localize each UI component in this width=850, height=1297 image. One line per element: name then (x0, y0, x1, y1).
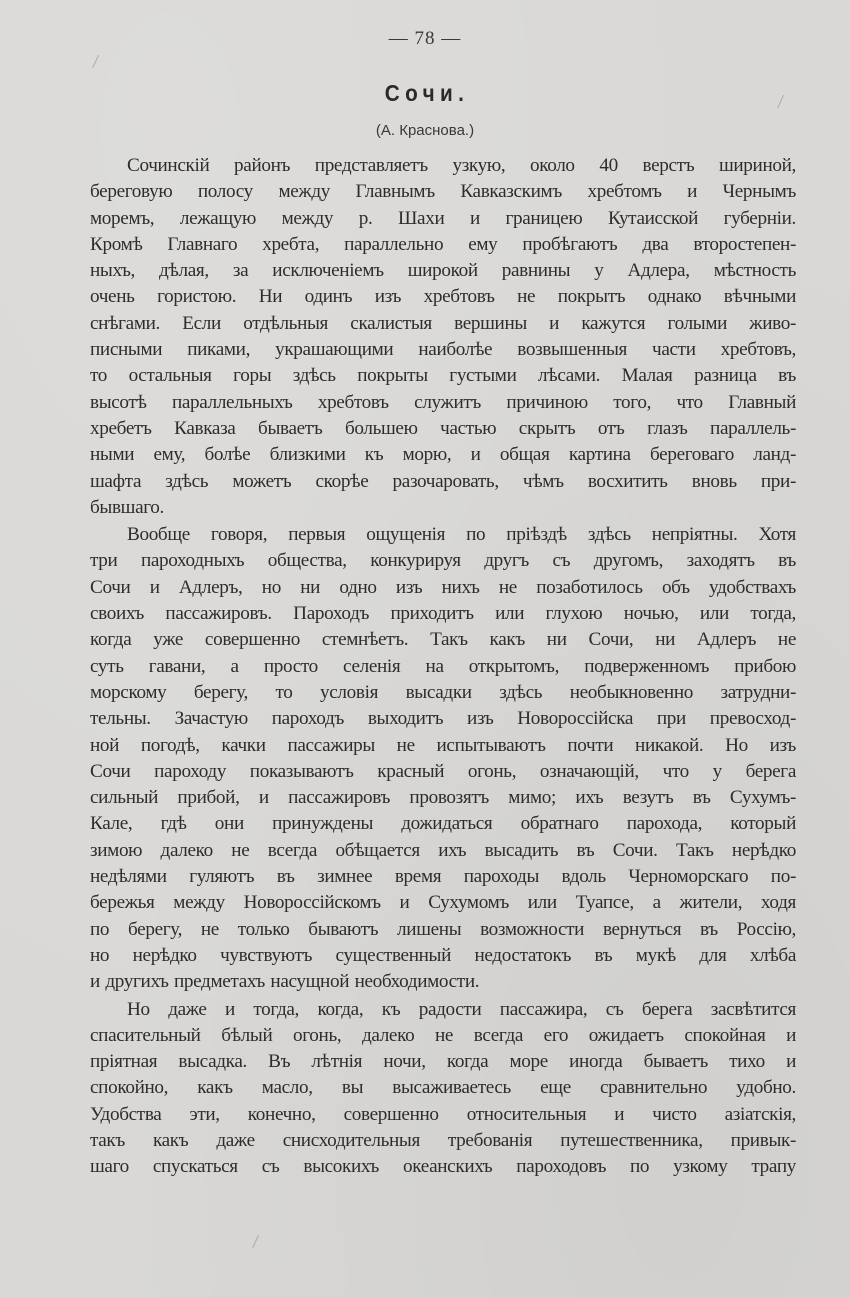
text-line: когда уже совершенно стемнѣетъ. Такъ какъ ни Сочи, ни Адлеръ не (90, 629, 796, 651)
text-line: спасительный бѣлый огонь, далеко не всегда его ожидаетъ спокойная и (90, 1024, 796, 1046)
text-line: снѣгами. Если отдѣльныя скалистыя вершины и кажутся голыми живо- (90, 312, 796, 334)
paragraph (90, 522, 796, 995)
text-line: писными пиками, украшающими наиболѣе возвышенныя части хребтовъ, (90, 339, 796, 361)
text-line: Вообще говоря, первыя ощущенія по пріѣздѣ здѣсь непріятны. Хотя (127, 524, 796, 546)
text-line: ными ему, болѣе близкими къ морю, и общая картина береговаго ланд- (90, 444, 796, 466)
text-line: шафта здѣсь можетъ скорѣе разочаровать, чѣмъ восхитить вновь при- (90, 470, 796, 492)
text-line: Сочи и Адлеръ, но ни одно изъ нихъ не позаботилось объ удобствахъ (90, 576, 796, 598)
text-line: спокойно, какъ масло, вы высаживаетесь еще сравнительно удобно. (90, 1077, 796, 1099)
text-line: три пароходныхъ общества, конкурируя другъ съ другомъ, заходятъ въ (90, 550, 796, 572)
text-line: хребетъ Кавказа бываетъ большею частью скрытъ отъ глазъ параллель- (90, 417, 796, 439)
text-line: высотѣ параллельныхъ хребтовъ служитъ причиною того, что Главный (90, 391, 796, 413)
text-line: такъ какъ даже снисходительныя требованія путешественника, привык- (90, 1129, 796, 1151)
chapter-author: (А. Краснова.) (375, 122, 475, 139)
text-line: бывшаго. (90, 496, 164, 518)
paragraph (90, 153, 796, 521)
text-line: Но даже и тогда, когда, къ радости пассажира, съ берега засвѣтится (127, 998, 796, 1020)
text-line: очень гористою. Ни одинъ изъ хребтовъ не покрытъ однако вѣчными (90, 286, 796, 308)
text-line: ныхъ, дѣлая, за исключеніемъ широкой равнины у Адлера, мѣстность (90, 260, 796, 282)
text-line: сильный прибой, и пассажировъ провозятъ мимо; ихъ везутъ въ Сухумъ- (90, 787, 796, 809)
text-line: Сочи пароходу показываютъ красный огонь, означающій, что у берега (90, 760, 796, 782)
text-line: но нерѣдко чувствуютъ существенный недостатокъ въ мукѣ для хлѣба (90, 944, 796, 966)
text-line: шаго спускаться съ высокихъ океанскихъ пароходовъ по узкому трапу (90, 1156, 796, 1178)
page-number: — 78 — (388, 28, 462, 49)
text-line: береговую полосу между Главнымъ Кавказскимъ хребтомъ и Чернымъ (90, 181, 796, 203)
text-line: Удобства эти, конечно, совершенно относительныя и чисто азіатскія, (90, 1103, 796, 1125)
text-line: тельны. Зачастую пароходъ выходитъ изъ Новороссійска при превосход- (90, 708, 796, 730)
body-text (90, 153, 796, 1181)
text-line: бережья между Новороссійскомъ и Сухумомъ или Туапсе, а жители, ходя (90, 892, 796, 914)
text-line: и другихъ предметахъ насущной необходимости. (90, 971, 480, 993)
paragraph (90, 997, 796, 1181)
paper-speck (252, 1235, 261, 1249)
text-line: зимою далеко не всегда обѣщается ихъ высадить въ Сочи. Такъ нерѣдко (90, 839, 796, 861)
text-line: пріятная высадка. Въ лѣтнія ночи, когда море иногда бываетъ тихо и (90, 1051, 796, 1073)
text-line: моремъ, лежащую между р. Шахи и границею Кутаисской губерніи. (90, 207, 796, 229)
text-line: Кале, гдѣ они принуждены дожидаться обратнаго парохода, который (90, 813, 796, 835)
text-line: ной погодѣ, качки пассажиры не испытываютъ почти никакой. Но изъ (90, 734, 796, 756)
text-line: своихъ пассажировъ. Пароходъ приходитъ или глухою ночью, или тогда, (90, 603, 796, 625)
text-line: то остальныя горы здѣсь покрыты густыми лѣсами. Малая разница въ (90, 365, 796, 387)
text-line: по берегу, не только бываютъ лишены возможности вернуться въ Россію, (90, 918, 796, 940)
text-line: Кромѣ Главнаго хребта, параллельно ему пробѣгаютъ два второстепен- (90, 233, 796, 255)
text-line: морскому берегу, то условія высадки здѣсь необыкновенно затрудни- (90, 681, 796, 703)
text-line: Сочинскій районъ представляетъ узкую, около 40 верстъ шириной, (127, 155, 796, 176)
paper-speck (92, 55, 101, 69)
text-line: суть гавани, а просто селенія на открытомъ, подверженномъ прибою (90, 655, 796, 677)
chapter-title: Сочи. (384, 80, 470, 106)
text-line: недѣлями гуляютъ въ зимнее время пароходы вдоль Черноморскаго по- (90, 866, 796, 888)
